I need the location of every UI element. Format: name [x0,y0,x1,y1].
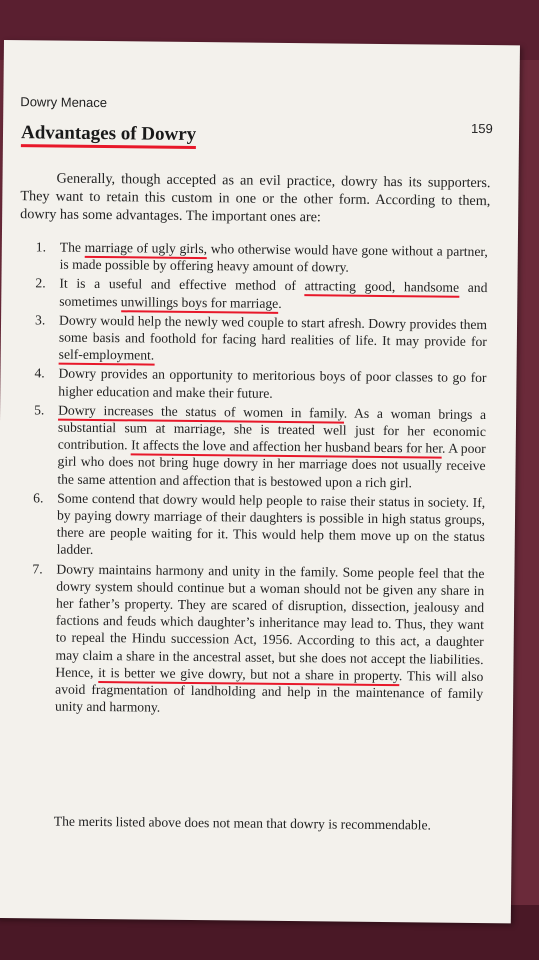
highlight-underline: Dowry increases the status of women in family [58,402,344,423]
closing-sentence: The merits listed above does not mean that dowry is recommendable. [53,813,432,833]
running-header: Dowry Menace [20,94,108,111]
item-number: 1. [35,239,47,255]
highlight-underline: marriage of ugly girls, [85,240,208,259]
list-item [18,365,486,404]
title-underline: Advantages of Dowry [21,122,196,149]
item-text: . [278,295,282,311]
highlight-underline: it is better we give dowry, but not a share in property [98,665,399,686]
list-item [15,560,485,720]
item-number: 4. [34,365,45,381]
item-number: 2. [35,275,46,291]
item-text: . As a woman brings a substantial sum at marriage, she is treated well just for her economic contribution. [57,405,487,453]
page-number: 159 [471,120,493,137]
highlight-underline: self-employment. [59,347,155,366]
highlight-underline: It affects the love and affection her husband bears for her [131,438,442,459]
item-number: 6. [33,490,44,506]
list-item [17,489,486,563]
item-text: . A poor girl who does not bring huge dowry in her marriage does not usually receive the same attention and affection that is bestowed upon a rich girl. [57,440,486,490]
item-text: Dowry provides an opportunity to meritorious boys of poor classes to go for higher education and make their future. [58,366,487,401]
list-item [19,275,487,314]
section-title [21,122,196,146]
item-number: 3. [34,312,46,328]
item-text: Dowry would help the newly wed couple to start afresh. Dowry provides them some basis and foothold for facing hard realities of life. It may provide for [58,312,488,350]
intro-paragraph: Generally, though accepted as an evil practice, dowry has its supporters. They want to retain this custom in one or the other form. According to them, dowry has some advantages. The important ones are: [20,170,491,226]
highlight-underline: unwillings boys for marriage [121,294,279,314]
item-number: 7. [32,560,43,577]
item-text: Dowry maintains harmony and unity in the family. Some people feel that the dowry system should continue but a woman should not be given any share in her father’s property. They are scared of disruption, dissection, jealousy and factions and feuds which daughter’s inheritance may lead to. Thus, they want to repeal the Hindu succession Act, 1956. According to this act, a daughter may claim a share in the ancestral asset, but she does not accept the liabilities. Hence, [55,561,485,680]
list-item [17,401,486,492]
list-item [20,238,488,277]
item-text: . This will also avoid fragmentation of landholding and help in the maintenance of family unity and harmony. [54,668,484,715]
list-item [19,311,488,368]
item-text: It is a useful and effective method of [59,276,305,294]
advantages-list [15,238,488,721]
item-text: The [59,239,85,255]
book-page [0,40,520,923]
item-text: who otherwise would have gone without a partner, is made possible by offering heavy amount of dowry. [59,241,488,275]
item-text: Some contend that dowry would help people to raise their status in society. If, by paying dowry marriage of their daughters is possible in high status groups, there are people waiting for it. This would help them move up on the status ladder. [56,490,486,558]
item-text: and sometimes [59,280,488,309]
highlight-underline: attracting good, handsome [305,279,460,299]
item-number: 5. [34,402,45,418]
